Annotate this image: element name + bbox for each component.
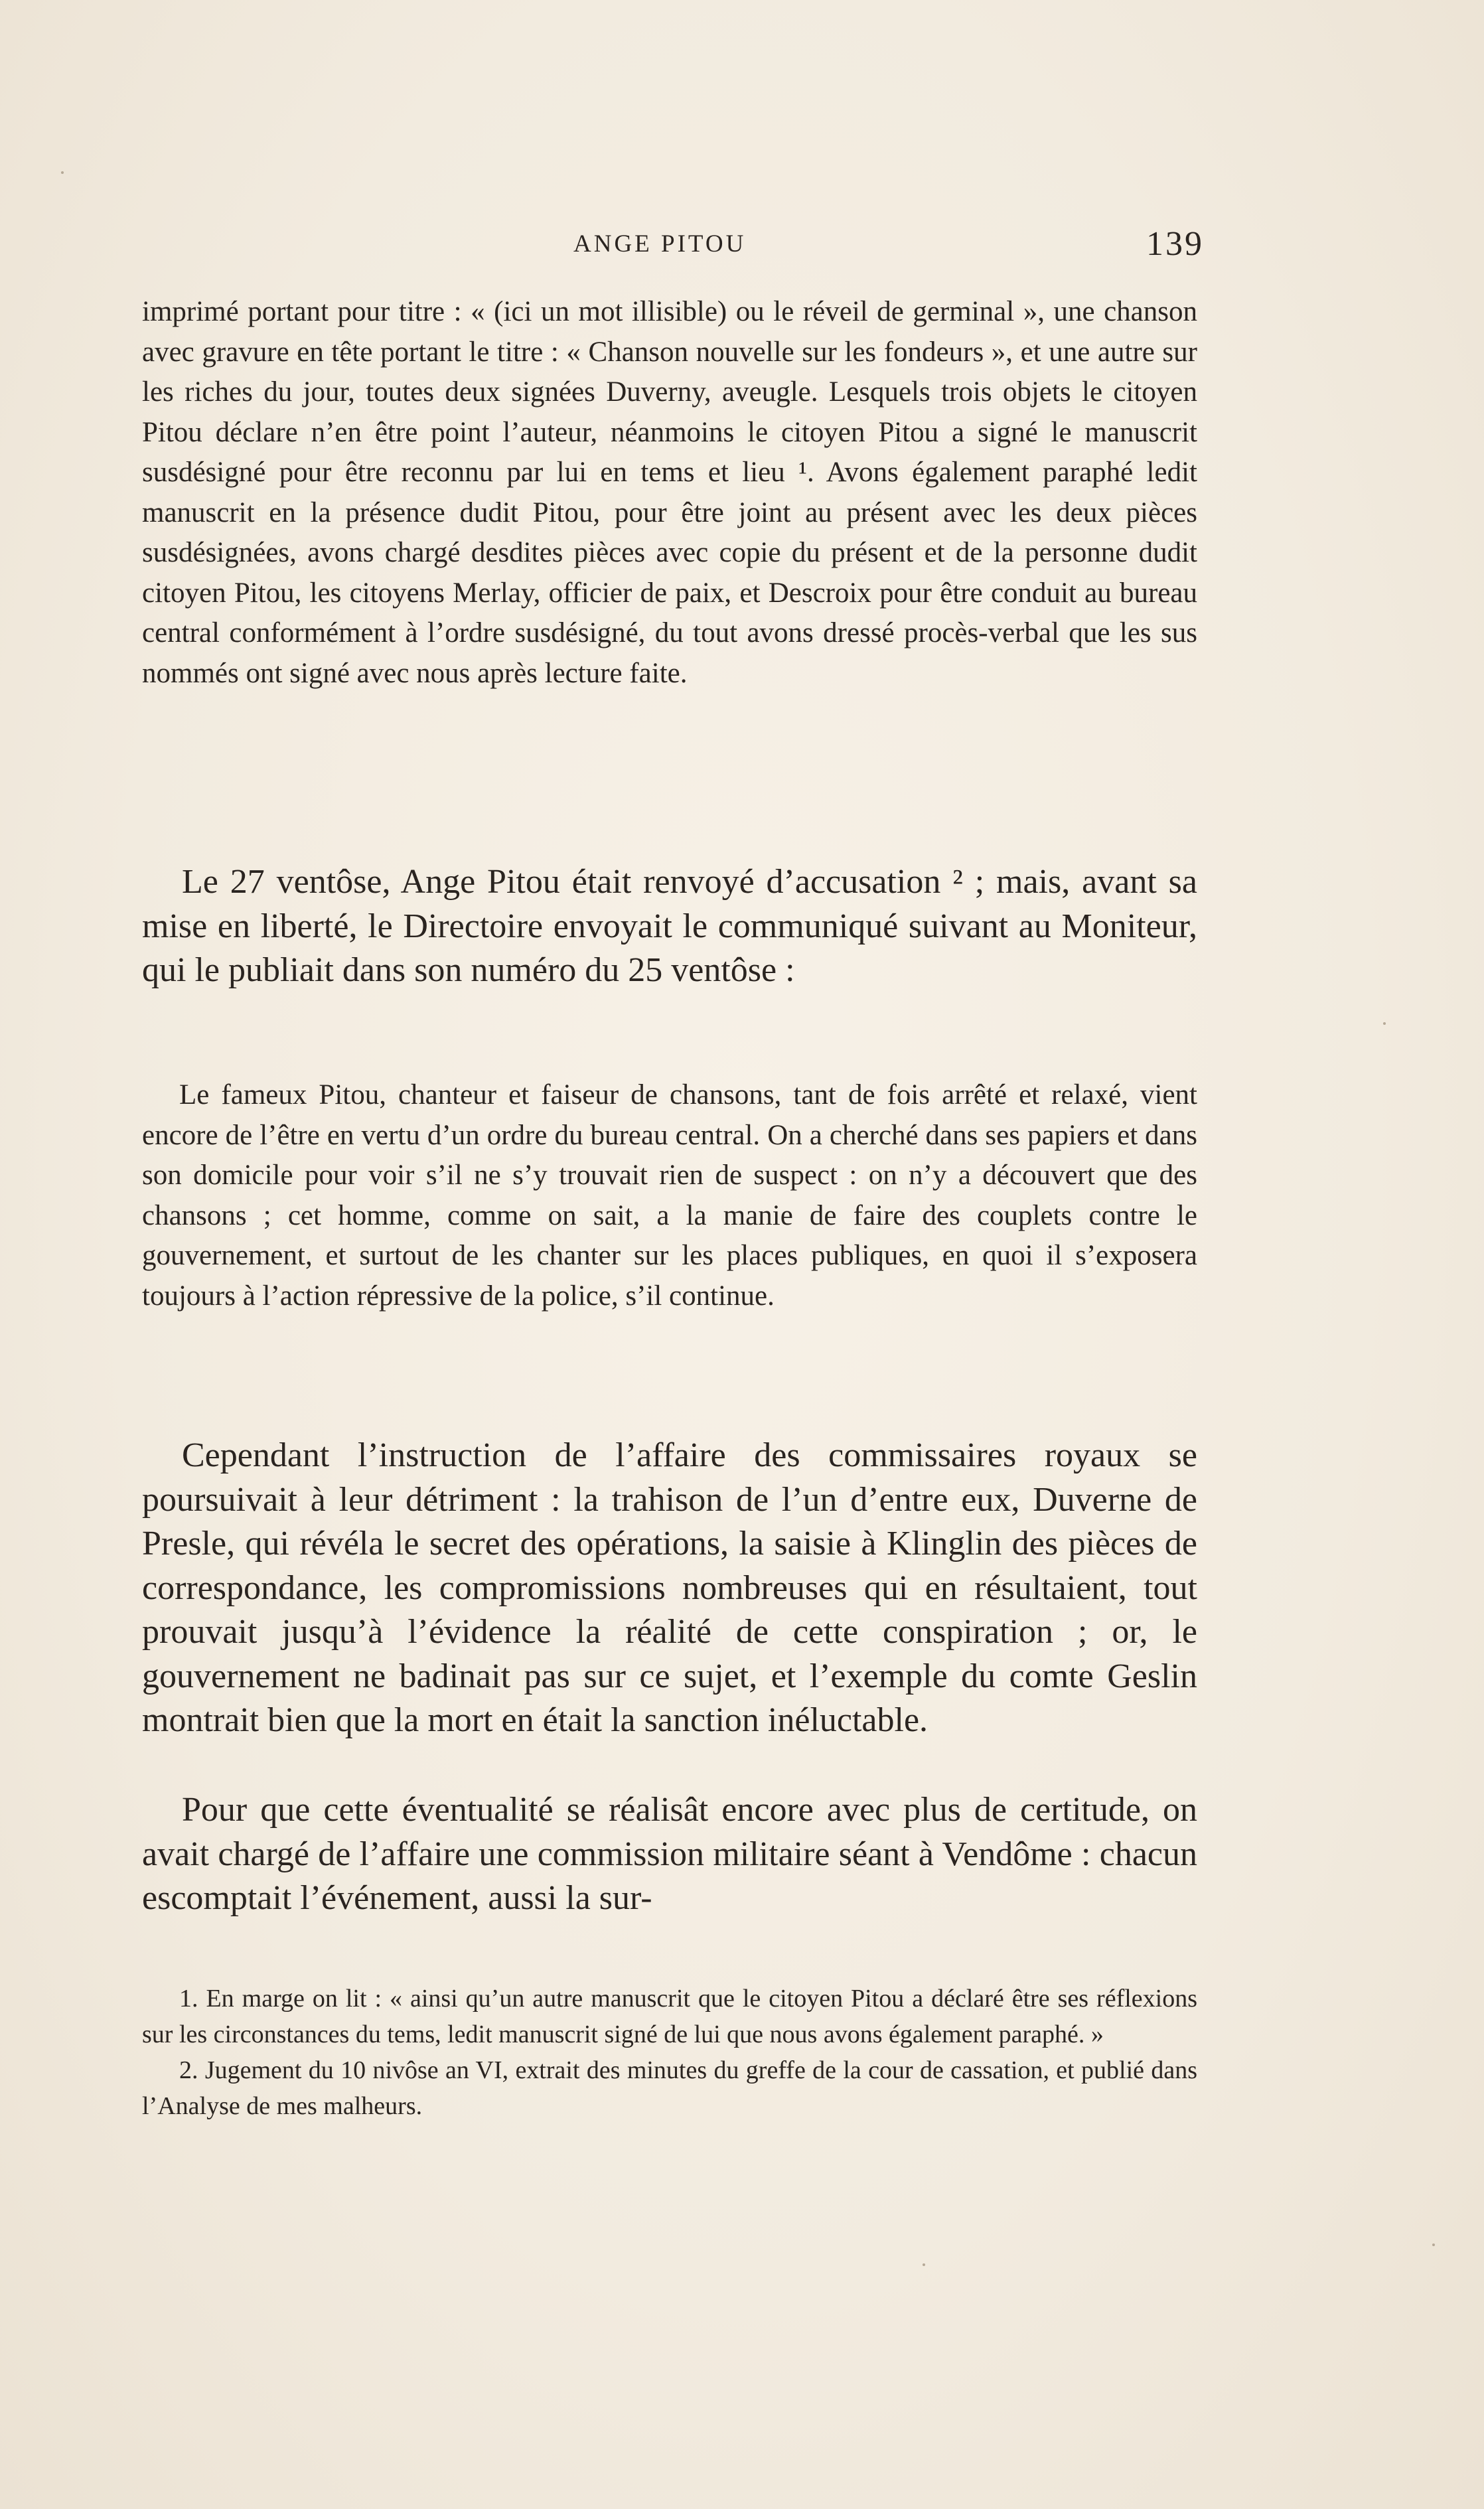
paragraph-ventose [142, 860, 1197, 993]
footnotes [142, 1981, 1197, 2124]
paragraph-eventualite [142, 1788, 1197, 1921]
page-number: 139 [1146, 225, 1204, 263]
page-header [142, 224, 1204, 264]
paper-speck [1383, 1022, 1386, 1025]
paragraph-proces-verbal [142, 292, 1197, 694]
paragraph-text: Cependant l’instruction de l’affaire des commissaires royaux se poursuivait à leur détriment : la trahison de l’un d’entre eux, Duverne de Presle, qui révéla le secret des opérations, la saisie à Klinglin des pièces de correspondance, les compromissions nombreuses qui en résultaient, tout prouvait jusqu’à l’évidence la réalité de cette conspiration ; or, le gouvernement ne badinait pas sur ce sujet, et l’exemple du comte Geslin montrait bien que la mort en était la sanction inéluctable. [142, 1436, 1197, 1739]
paragraph-text: Pour que cette éventualité se réalisât encore avec plus de certitude, on avait chargé de l’affaire une commission militaire séant à Vendôme : chacun escomptait l’événement, aussi la sur- [142, 1791, 1197, 1917]
paper-speck [61, 171, 64, 174]
running-title: ANGE PITOU [573, 230, 747, 258]
quote-moniteur [142, 1075, 1197, 1316]
footnote-1: 1. En marge on lit : « ainsi qu’un autre manuscrit que le citoyen Pitou a déclaré être ses réflexions sur les circonstances du tems, ledit manuscrit signé de lui que nous avons également paraphé. » [142, 1985, 1197, 2048]
quote-text: Le fameux Pitou, chanteur et faiseur de chansons, tant de fois arrêté et relaxé, vient encore de l’être en vertu d’un ordre du bureau central. On a cherché dans ses papiers et dans son domicile pour voir s’il ne s’y trouvait rien de suspect : on n’y a découvert que des chansons ; cet homme, comme on sait, a la manie de faire des couplets contre le gouvernement, et surtout de les chanter sur les places publiques, en quoi il s’exposera toujours à l’action répressive de la police, s’il continue. [142, 1079, 1197, 1312]
footnote-2: 2. Jugement du 10 nivôse an VI, extrait des minutes du greffe de la cour de cassation, et publié dans l’Analyse de mes malheurs. [142, 2056, 1197, 2120]
paragraph-instruction [142, 1434, 1197, 1743]
paragraph-text: Le 27 ventôse, Ange Pitou était renvoyé d’accusation ² ; mais, avant sa mise en liberté, le Directoire envoyait le communiqué suivant au Moniteur, qui le publiait dans son numéro du 25 ventôse : [142, 863, 1197, 989]
paper-speck [1432, 2243, 1435, 2246]
paper-speck [923, 2263, 925, 2266]
paragraph-text: imprimé portant pour titre : « (ici un mot illisible) ou le réveil de germinal », une chanson avec gravure en tête portant le titre : « Chanson nouvelle sur les fondeurs », et une autre sur les riches du jour, toutes deux signées Duverny, aveugle. Lesquels trois objets le citoyen Pitou déclare n’en être point l’auteur, néanmoins le citoyen Pitou a signé le manuscrit susdésigné pour être reconnu par lui en tems et lieu ¹. Avons également paraphé ledit manuscrit en la présence dudit Pitou, pour être joint au présent avec les deux pièces susdésignées, avons chargé desdites pièces avec copie du présent et de la personne dudit citoyen Pitou, les citoyens Merlay, officier de paix, et Descroix pour être conduit au bureau central conformément à l’ordre susdésigné, du tout avons dressé procès-verbal que les sus nommés ont signé avec nous après lecture faite. [142, 296, 1197, 689]
